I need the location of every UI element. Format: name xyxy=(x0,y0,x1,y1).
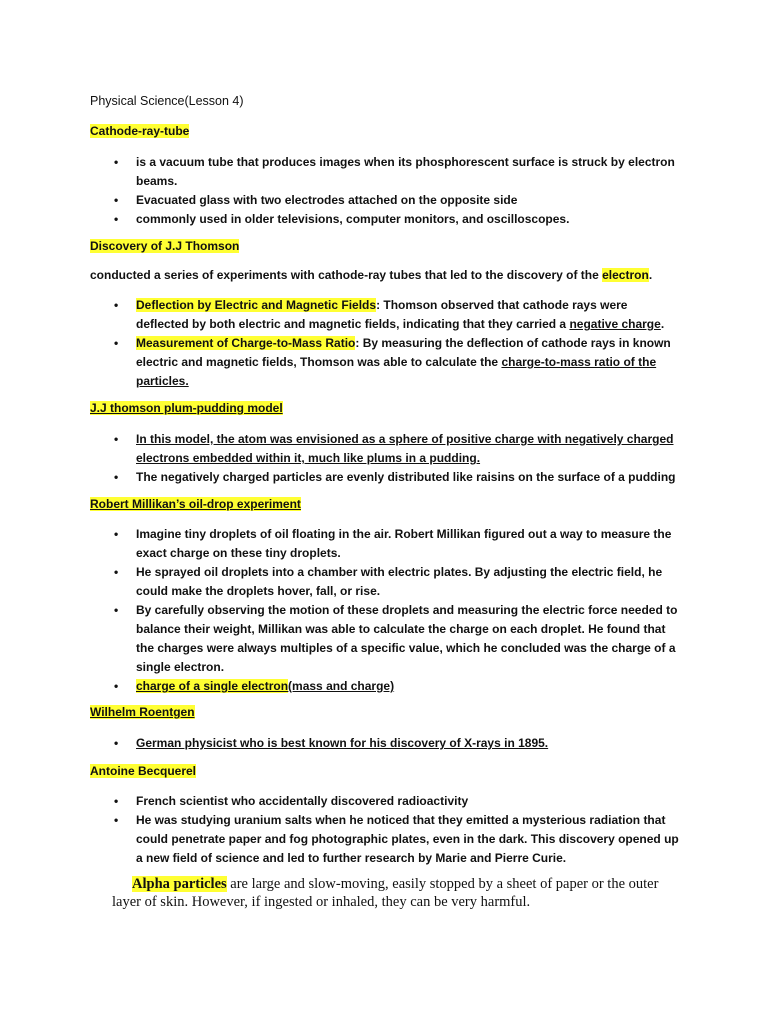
heading-text: J.J thomson plum-pudding model xyxy=(90,401,283,415)
term-charge-mass: Measurement of Charge-to-Mass Ratio xyxy=(136,336,356,350)
bullet-icon: • xyxy=(114,432,119,446)
list-item xyxy=(90,191,680,210)
item-text: He sprayed oil droplets into a chamber with electric plates. By adjusting the electric field, he could make the droplets hover, fall, or rise. xyxy=(136,565,663,598)
alpha-particles-paragraph xyxy=(112,875,672,911)
heading-text: Discovery of J.J Thomson xyxy=(90,239,240,253)
bullet-icon: • xyxy=(114,193,119,207)
roentgen-bullet-list xyxy=(90,734,680,753)
page-title: Physical Science(Lesson 4) xyxy=(90,94,244,108)
list-item xyxy=(90,563,680,601)
heading-millikan xyxy=(90,497,301,511)
bullet-icon: • xyxy=(114,603,119,617)
list-item xyxy=(90,792,680,811)
term-negative-charge: negative charge xyxy=(569,317,661,331)
bullet-icon: • xyxy=(114,813,119,827)
thomson-bullet-list xyxy=(90,296,680,391)
bullet-icon: • xyxy=(114,336,119,350)
list-item xyxy=(90,677,680,696)
list-item xyxy=(90,734,680,753)
item-text: In this model, the atom was envisioned as a sphere of positive charge with negatively charged electrons embedded within it, much like plums in a pudding. xyxy=(136,432,674,465)
item-text: French scientist who accidentally discovered radioactivity xyxy=(136,794,469,808)
millikan-bullet-list xyxy=(90,525,680,696)
heading-thomson xyxy=(90,239,239,253)
heading-text: Robert Millikan’s oil-drop experiment xyxy=(90,497,301,511)
item-text: is a vacuum tube that produces images when its phosphorescent surface is struck by electron beams. xyxy=(136,155,675,188)
bullet-icon: • xyxy=(114,212,119,226)
heading-plum-pudding xyxy=(90,401,283,415)
item-text: Imagine tiny droplets of oil floating in the air. Robert Millikan figured out a way to measure the exact charge on these tiny droplets. xyxy=(136,527,672,560)
item-text-end: . xyxy=(660,317,665,331)
heading-text: Cathode-ray-tube xyxy=(90,124,190,138)
heading-cathode-ray-tube xyxy=(90,124,189,138)
term-electron: electron xyxy=(602,268,649,282)
crt-bullet-list xyxy=(90,153,680,229)
heading-text: Antoine Becquerel xyxy=(90,764,197,778)
item-text: The negatively charged particles are evenly distributed like raisins on the surface of a pudding xyxy=(136,470,676,484)
item-text: : By measuring the deflection of cathode rays in known electric and magnetic fields, Thomson was able to calculate the xyxy=(136,336,671,369)
term-deflection: Deflection by Electric and Magnetic Fields xyxy=(136,298,377,312)
bullet-icon: • xyxy=(114,298,119,312)
heading-becquerel xyxy=(90,764,196,778)
term-alpha-particles: Alpha particles xyxy=(132,876,227,892)
item-text: : Thomson observed that cathode rays were deflected by both electric and magnetic fields, indicating that they carried a xyxy=(136,298,628,331)
heading-text: Wilhelm Roentgen xyxy=(90,705,195,719)
intro-end: . xyxy=(648,268,653,282)
bullet-icon: • xyxy=(114,736,119,750)
term-ratio: charge-to-mass ratio of the particles. xyxy=(136,355,657,388)
bullet-icon: • xyxy=(114,794,119,808)
item-text: commonly used in older televisions, computer monitors, and oscilloscopes. xyxy=(136,212,570,226)
bullet-icon: • xyxy=(114,565,119,579)
list-item xyxy=(90,430,680,468)
list-item xyxy=(90,153,680,191)
item-text: German physicist who is best known for his discovery of X-rays in 1895. xyxy=(136,736,549,750)
item-text: (mass and charge) xyxy=(288,679,395,693)
plum-bullet-list xyxy=(90,430,680,487)
paragraph-text: are large and slow-moving, easily stopped by a sheet of paper or the outer layer of skin. However, if ingested or inhaled, they can be very harmful. xyxy=(112,876,659,910)
list-item xyxy=(90,525,680,563)
list-item xyxy=(90,334,680,391)
item-text: By carefully observing the motion of these droplets and measuring the electric force needed to balance their weight, Millikan was able to calculate the charge on each droplet. He found that the charges were always multiples of a specific value, which he concluded was the charge of a single electron. xyxy=(136,603,678,674)
becquerel-bullet-list xyxy=(90,792,680,868)
item-text: Evacuated glass with two electrodes attached on the opposite side xyxy=(136,193,518,207)
item-text: He was studying uranium salts when he noticed that they emitted a mysterious radiation that could penetrate paper and fog photographic plates, even in the dark. This discovery opened up a new field of science and led to further research by Marie and Pierre Curie. xyxy=(136,813,679,865)
term-single-electron: charge of a single electron xyxy=(136,679,289,693)
list-item xyxy=(90,811,680,868)
intro-text: conducted a series of experiments with cathode-ray tubes that led to the discovery of the xyxy=(90,268,603,282)
list-item xyxy=(90,296,680,334)
bullet-icon: • xyxy=(114,470,119,484)
list-item xyxy=(90,468,680,487)
bullet-icon: • xyxy=(114,155,119,169)
thomson-intro xyxy=(90,268,690,282)
bullet-icon: • xyxy=(114,527,119,541)
list-item xyxy=(90,210,680,229)
list-item xyxy=(90,601,680,677)
bullet-icon: • xyxy=(114,679,119,693)
heading-roentgen xyxy=(90,705,195,719)
